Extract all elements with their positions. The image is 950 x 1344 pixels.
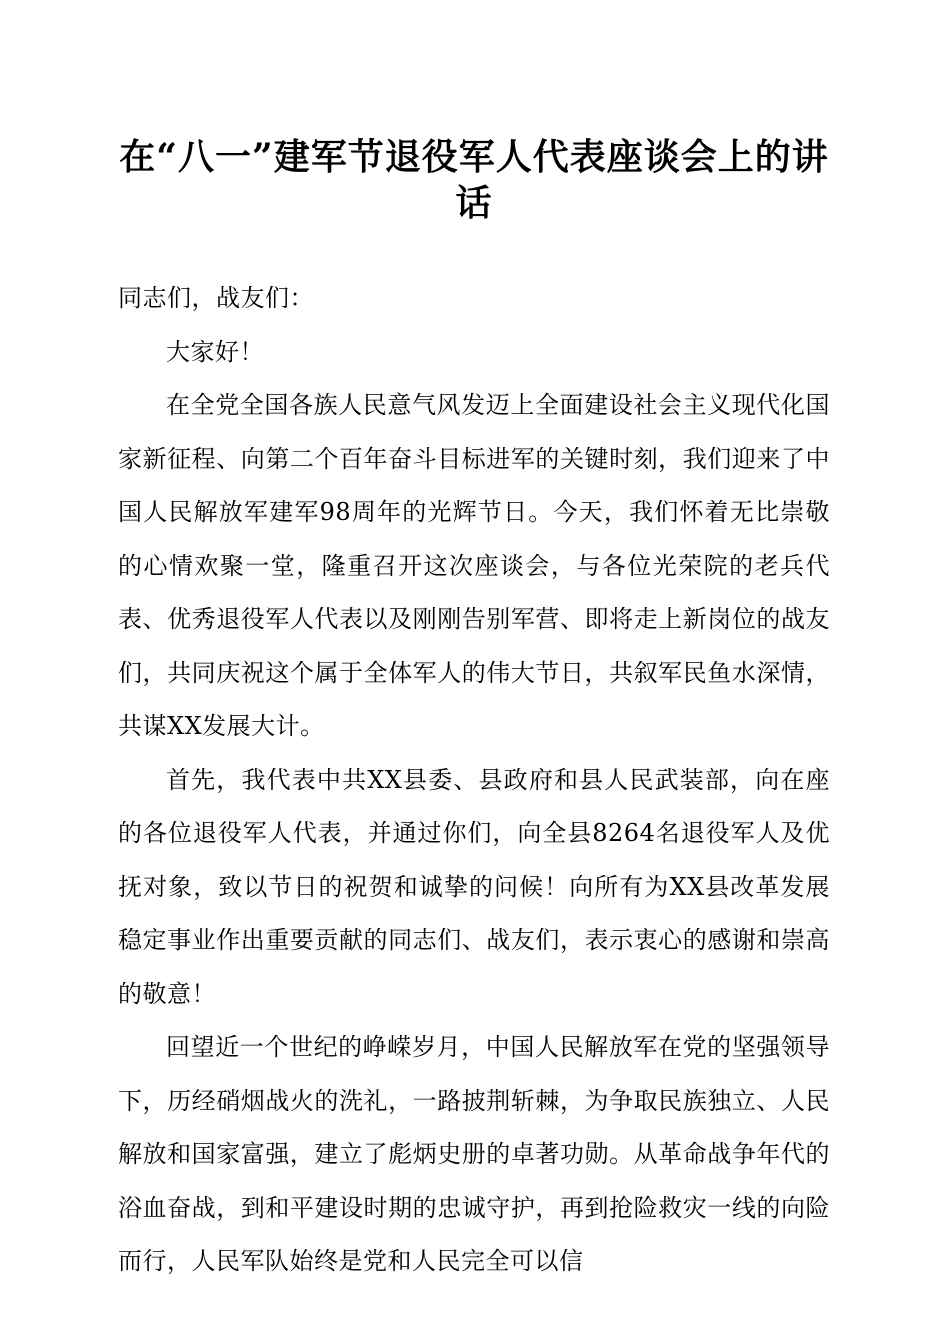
document-title: 在“八一”建军节退役军人代表座谈会上的讲话: [119, 136, 829, 224]
paragraph-2: 首先，我代表中共XX县委、县政府和县人民武装部，向在座的各位退役军人代表，并通过你们，向全县8264名退役军人及优抚对象，致以节日的祝贺和诚挚的问候！向所有为XX县改革发展稳定事业作出重要贡献的同志们、战友们，表示衷心的感谢和崇高的敬意！: [118, 765, 830, 1008]
document-body: [118, 272, 830, 1289]
greeting: 大家好！: [166, 337, 264, 366]
salutation: 同志们，战友们：: [118, 284, 314, 312]
paragraph-3: 回望近一个世纪的峥嵘岁月，中国人民解放军在党的坚强领导下，历经硝烟战火的洗礼，一路披荆斩棘，为争取民族独立、人民解放和国家富强，建立了彪炳史册的卓著功勋。从革命战争年代的浴血奋战，到和平建设时期的忠诚守护，再到抢险救灾一线的向险而行，人民军队始终是党和人民完全可以信: [118, 1033, 830, 1275]
paragraph-1: 在全党全国各族人民意气风发迈上全面建设社会主义现代化国家新征程、向第二个百年奋斗目标进军的关键时刻，我们迎来了中国人民解放军建军98周年的光辉节日。今天，我们怀着无比崇敬的心情欢聚一堂，隆重召开这次座谈会，与各位光荣院的老兵代表、优秀退役军人代表以及刚刚告别军营、即将走上新岗位的战友们，共同庆祝这个属于全体军人的伟大节日，共叙军民鱼水深情，共谋XX发展大计。: [118, 391, 830, 740]
